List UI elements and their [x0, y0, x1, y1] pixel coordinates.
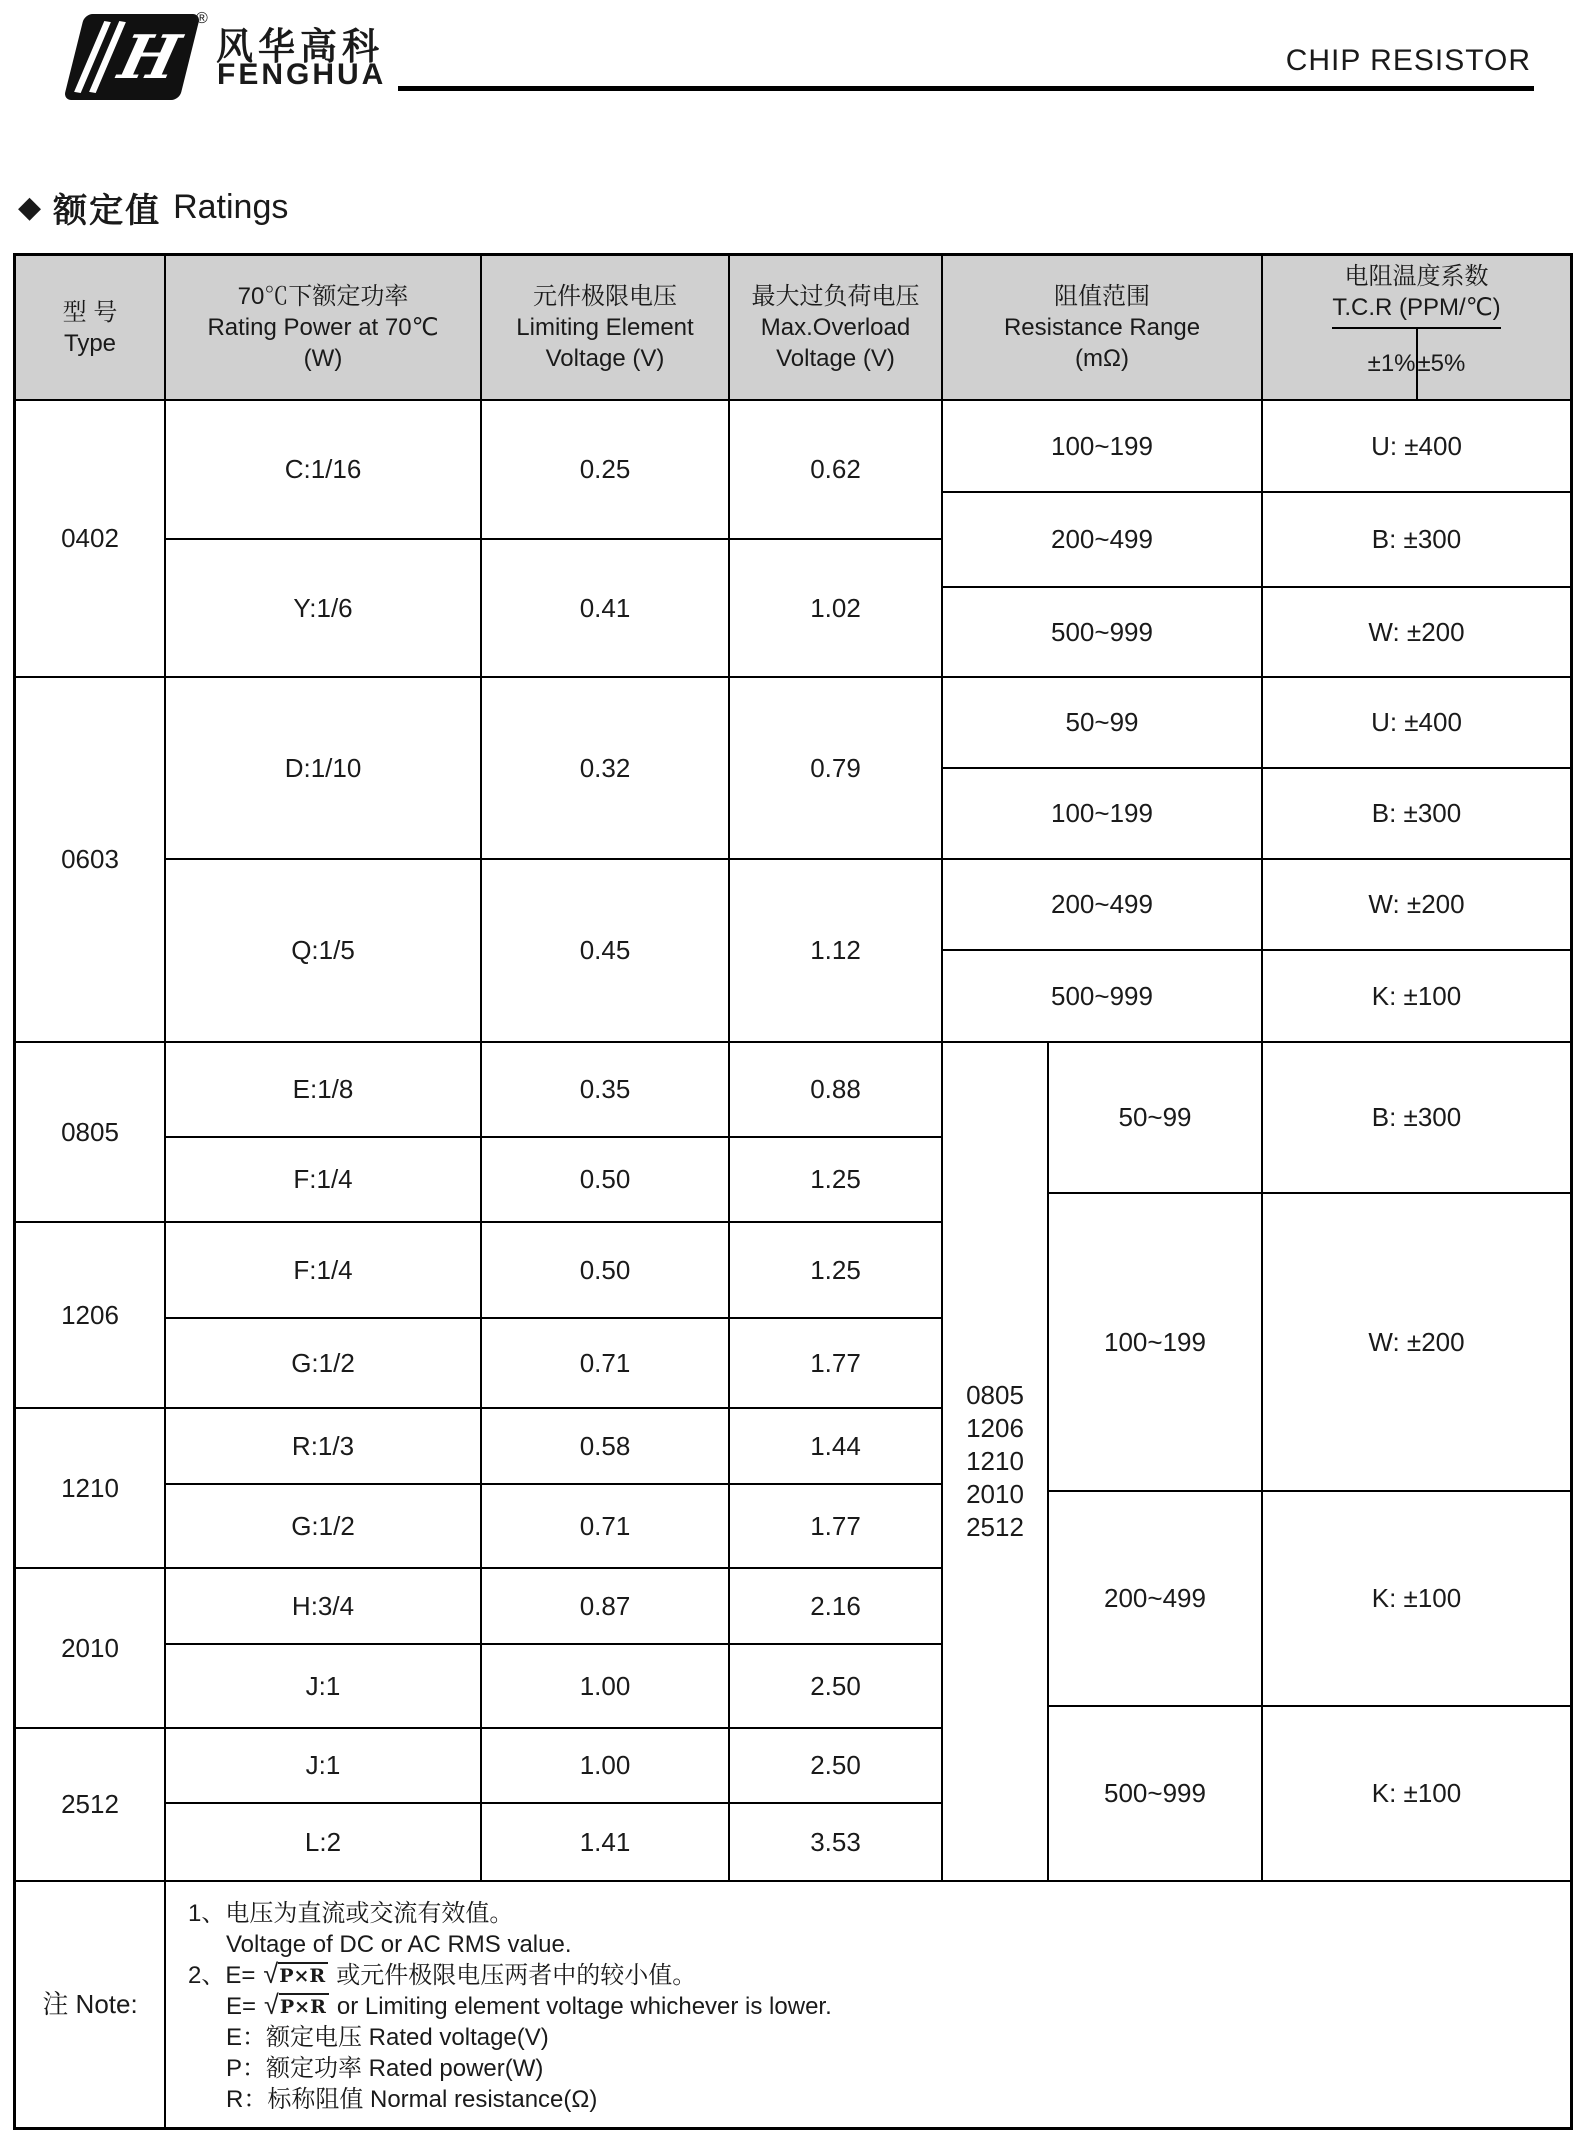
note-formula-suffix-cn: 或元件极限电压两者中的较小值。 [336, 1962, 697, 1989]
note-formula-prefix-en: E= [226, 1993, 257, 2020]
overload-voltage-cell: 2.50 [730, 1645, 943, 1729]
range-cell: 500~999 [943, 588, 1263, 676]
combined-type: 0805 [966, 1380, 1024, 1410]
overload-voltage-cell: 1.77 [730, 1485, 943, 1569]
col-header-tcr [1263, 256, 1570, 399]
note-line-e: E：额定电压 Rated voltage(V) [226, 2024, 549, 2051]
col-header-limv-en2: Voltage (V) [545, 345, 665, 372]
range-cell: 50~99 [1049, 1043, 1263, 1194]
limiting-voltage-cell: 0.45 [482, 860, 730, 1041]
section-heading-en: Ratings [173, 188, 289, 226]
overload-voltage-cell: 0.62 [730, 401, 943, 540]
brand-name-cn: 风华高科 [216, 26, 384, 67]
note-row [16, 1882, 1570, 2127]
col-header-tcr-cn: 电阻温度系数 [1344, 262, 1489, 290]
power-cell: G:1/2 [166, 1319, 482, 1409]
col-header-limv-cn: 元件极限电压 [533, 283, 677, 310]
type-cell-1206: 1206 [16, 1223, 166, 1409]
type-cell-1210: 1210 [16, 1409, 166, 1569]
type-cell-0402: 0402 [16, 401, 166, 676]
type-cell-0603: 0603 [16, 678, 166, 1041]
logo-monogram: H [112, 23, 187, 93]
note-formula-suffix-en: or Limiting element voltage whichever is lower. [336, 1993, 832, 2020]
type-cell-2512: 2512 [16, 1729, 166, 1880]
power-cell: J:1 [166, 1645, 482, 1729]
tcr-cell: U: ±400 [1263, 401, 1570, 493]
range-cell: 200~499 [943, 860, 1263, 951]
section-heading [18, 183, 288, 232]
combined-type: 2010 [966, 1479, 1024, 1509]
range-cell: 500~999 [943, 951, 1263, 1041]
table-header-row [16, 256, 1570, 401]
section-0805-2512 [16, 1043, 1570, 1882]
note-content [166, 1882, 1570, 2127]
note-line-2-cn [188, 1960, 696, 1991]
overload-voltage-cell: 1.25 [730, 1223, 943, 1319]
radicand: P×R [279, 1993, 329, 2018]
diamond-bullet-icon: ◆ [18, 191, 42, 224]
col-header-resistance-range [943, 256, 1263, 399]
limiting-voltage-cell: 0.50 [482, 1223, 730, 1319]
registered-trademark-icon: ® [196, 10, 208, 27]
limiting-voltage-cell: 0.87 [482, 1569, 730, 1645]
power-cell: H:3/4 [166, 1569, 482, 1645]
range-cell: 200~499 [1049, 1492, 1263, 1707]
limiting-voltage-cell: 0.58 [482, 1409, 730, 1485]
power-cell: J:1 [166, 1729, 482, 1804]
overload-voltage-cell: 0.79 [730, 678, 943, 860]
note-line-r: R：标称阻值 Normal resistance(Ω) [226, 2086, 598, 2113]
tcr-cell: B: ±300 [1263, 493, 1570, 588]
col-header-tolerance-1pct: ±1% [1368, 329, 1418, 399]
section-heading-cn: 额定值 [53, 192, 162, 230]
radical-sign: √ [264, 1990, 279, 2020]
range-cell: 100~199 [1049, 1194, 1263, 1492]
overload-voltage-cell: 3.53 [730, 1804, 943, 1880]
tcr-cell: W: ±200 [1263, 1194, 1570, 1492]
col-header-type-en: Type [63, 329, 117, 357]
overload-voltage-cell: 1.02 [730, 540, 943, 676]
tcr-cell: K: ±100 [1263, 1492, 1570, 1707]
limiting-voltage-cell: 0.41 [482, 540, 730, 676]
note-line-p: P：额定功率 Rated power(W) [226, 2055, 544, 2082]
col-header-limv-en1: Limiting Element [516, 314, 694, 341]
col-header-limiting-voltage [482, 256, 730, 399]
radical-sign: √ [263, 1959, 279, 1989]
section-0603 [16, 678, 1570, 1043]
section-0402 [16, 401, 1570, 678]
col-header-power-en: Rating Power at 70℃ [207, 314, 439, 341]
tcr-cell: B: ±300 [1263, 1043, 1570, 1194]
note-line-2-en [226, 1991, 832, 2022]
col-header-type [16, 256, 166, 399]
power-cell: G:1/2 [166, 1485, 482, 1569]
range-cell: 100~199 [943, 769, 1263, 860]
ratings-table [13, 253, 1573, 2130]
range-cell: 100~199 [943, 401, 1263, 493]
range-cell: 50~99 [943, 678, 1263, 769]
col-header-tcr-label [1332, 256, 1500, 329]
limiting-voltage-cell: 0.25 [482, 401, 730, 540]
col-header-range-unit: (mΩ) [1075, 345, 1129, 372]
tcr-cell: K: ±100 [1371, 980, 1462, 1011]
overload-voltage-cell: 0.88 [730, 1043, 943, 1138]
combined-type: 1210 [966, 1446, 1024, 1476]
overload-voltage-cell: 1.77 [730, 1319, 943, 1409]
col-header-type-cn: 型 号 [62, 298, 118, 326]
col-header-ovlv-en1: Max.Overload [760, 314, 911, 341]
col-header-overload-voltage [730, 256, 943, 399]
type-cell-0805: 0805 [16, 1043, 166, 1223]
range-cell: 200~499 [943, 493, 1263, 588]
col-header-tcr-en: T.C.R (PPM/℃) [1332, 293, 1501, 321]
sqrt-formula [264, 1990, 329, 2020]
combined-type: 1206 [966, 1413, 1024, 1443]
combined-type: 2512 [966, 1512, 1024, 1542]
power-cell: C:1/16 [166, 401, 482, 540]
power-cell: Q:1/5 [166, 860, 482, 1041]
note-line-1-cn: 1、电压为直流或交流有效值。 [188, 1900, 514, 1927]
combined-types-cell [943, 1043, 1049, 1880]
type-cell-2010: 2010 [16, 1569, 166, 1729]
power-cell: E:1/8 [166, 1043, 482, 1138]
power-cell: F:1/4 [166, 1138, 482, 1223]
col-header-ovlv-cn: 最大过负荷电压 [751, 283, 920, 310]
header-divider [398, 86, 1534, 91]
note-formula-prefix: 2、E= [188, 1962, 256, 1989]
overload-voltage-cell: 2.50 [730, 1729, 943, 1804]
tcr-cell: W: ±200 [1368, 616, 1465, 647]
overload-voltage-cell: 1.12 [730, 860, 943, 1041]
col-header-power-unit: (W) [303, 345, 343, 372]
radicand: P×R [278, 1962, 328, 1987]
overload-voltage-cell: 2.16 [730, 1569, 943, 1645]
col-header-tolerance-5pct: ±5% [1417, 350, 1466, 377]
power-cell: R:1/3 [166, 1409, 482, 1485]
limiting-voltage-cell: 1.00 [482, 1729, 730, 1804]
limiting-voltage-cell: 1.41 [482, 1804, 730, 1880]
overload-voltage-cell: 1.44 [730, 1409, 943, 1485]
limiting-voltage-cell: 1.00 [482, 1645, 730, 1729]
power-cell: D:1/10 [166, 678, 482, 860]
overload-voltage-cell: 1.25 [730, 1138, 943, 1223]
limiting-voltage-cell: 0.35 [482, 1043, 730, 1138]
sqrt-formula [263, 1959, 328, 1989]
limiting-voltage-cell: 0.50 [482, 1138, 730, 1223]
limiting-voltage-cell: 0.32 [482, 678, 730, 860]
col-header-ovlv-en2: Voltage (V) [776, 345, 895, 372]
note-line-1-en: Voltage of DC or AC RMS value. [226, 1931, 572, 1958]
tcr-cell: K: ±100 [1371, 1778, 1462, 1809]
col-header-range-cn: 阻值范围 [1054, 283, 1150, 310]
tcr-cell: B: ±300 [1263, 769, 1570, 860]
fenghua-logo-icon [63, 14, 200, 100]
power-cell: L:2 [166, 1804, 482, 1880]
tcr-cell: W: ±200 [1263, 860, 1570, 951]
limiting-voltage-cell: 0.71 [482, 1485, 730, 1569]
power-cell: Y:1/6 [166, 540, 482, 676]
power-cell: F:1/4 [166, 1223, 482, 1319]
col-header-power [166, 256, 482, 399]
page-title: CHIP RESISTOR [1285, 44, 1531, 77]
col-header-range-en: Resistance Range [1003, 314, 1201, 341]
tcr-cell: U: ±400 [1263, 678, 1570, 769]
limiting-voltage-cell: 0.71 [482, 1319, 730, 1409]
col-header-power-cn: 70℃下额定功率 [237, 283, 409, 310]
range-cell: 500~999 [1049, 1707, 1263, 1880]
note-label: 注 Note: [16, 1882, 166, 2127]
brand-name-en: FENGHUA [217, 58, 387, 91]
